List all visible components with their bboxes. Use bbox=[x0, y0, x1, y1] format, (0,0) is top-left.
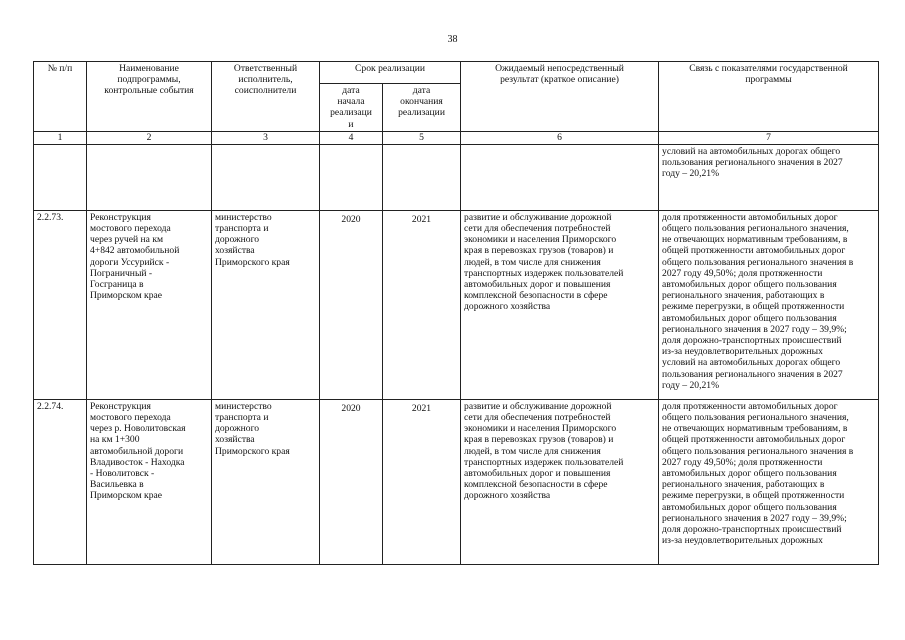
row-number: 2.2.74. bbox=[34, 399, 87, 564]
end-year: 2021 bbox=[383, 210, 461, 399]
header-link: Связь с показателями государственной программы bbox=[659, 62, 879, 132]
header-term: Срок реализации bbox=[320, 62, 461, 84]
header-result: Ожидаемый непосредственный результат (краткое описание) bbox=[461, 62, 659, 132]
executor: министерство транспорта и дорожного хозяйства Приморского края bbox=[212, 210, 320, 399]
header-row bbox=[34, 62, 879, 84]
empty-cell bbox=[383, 144, 461, 210]
start-year: 2020 bbox=[320, 399, 383, 564]
column-number: 5 bbox=[383, 131, 461, 144]
empty-cell bbox=[461, 144, 659, 210]
start-year: 2020 bbox=[320, 210, 383, 399]
column-number: 4 bbox=[320, 131, 383, 144]
header-num: № п/п bbox=[34, 62, 87, 132]
column-number-row bbox=[34, 131, 879, 144]
header-executor: Ответственный исполнитель, соисполнители bbox=[212, 62, 320, 132]
continuation-row bbox=[34, 144, 879, 210]
table-row bbox=[34, 399, 879, 564]
expected-result: развитие и обслуживание дорожной сети для обеспечения потребностей экономики и населения Приморского края в перевозках грузов (товаров) и людей, в том числе для снижения транспортных издержек пользователей автомобильных дорог и повышения комплексной безопасности в сфере дорожного хозяйства bbox=[461, 399, 659, 564]
page-number: 38 bbox=[447, 34, 458, 45]
implementation-plan-table bbox=[33, 61, 879, 565]
program-indicators: доля протяженности автомобильных дорог общего пользования регионального значения, не отвечающих нормативным требованиям, в общей протяженности автомобильных дорог общего пользования регионального значения в 2027 году 49,50%; доля протяженности автомобильных дорог общего пользования регионального значения, работающих в режиме перегрузки, в общей протяженности автомобильных дорог общего пользования регионального значения в 2027 году – 39,9%; доля дорожно-транспортных происшествий из-за неудовлетворительных дорожных bbox=[659, 399, 879, 564]
table-row bbox=[34, 210, 879, 399]
column-number: 3 bbox=[212, 131, 320, 144]
empty-cell bbox=[34, 144, 87, 210]
executor: министерство транспорта и дорожного хозяйства Приморского края bbox=[212, 399, 320, 564]
empty-cell bbox=[87, 144, 212, 210]
column-number: 1 bbox=[34, 131, 87, 144]
header-start-date: дата начала реализаци и bbox=[320, 84, 383, 132]
end-year: 2021 bbox=[383, 399, 461, 564]
program-indicators: доля протяженности автомобильных дорог общего пользования регионального значения, не отвечающих нормативным требованиям, в общей протяженности автомобильных дорог общего пользования регионального значения в 2027 году 49,50%; доля протяженности автомобильных дорог общего пользования регионального значения, работающих в режиме перегрузки, в общей протяженности автомобильных дорог общего пользования регионального значения в 2027 году – 39,9%; доля дорожно-транспортных происшествий из-за неудовлетворительных дорожных условий на автомобильных дорогах общего пользования регионального значения в 2027 году – 20,21% bbox=[659, 210, 879, 399]
row-number: 2.2.73. bbox=[34, 210, 87, 399]
header-name: Наименование подпрограммы, контрольные события bbox=[87, 62, 212, 132]
empty-cell bbox=[212, 144, 320, 210]
column-number: 2 bbox=[87, 131, 212, 144]
empty-cell bbox=[320, 144, 383, 210]
column-number: 6 bbox=[461, 131, 659, 144]
continuation-link-cell: условий на автомобильных дорогах общего пользования регионального значения в 2027 году – 20,21% bbox=[659, 144, 879, 210]
event-name: Реконструкция мостового перехода через р. Новолитовская на км 1+300 автомобильной дороги Владивосток - Находка - Новолитовск - Васильевка в Приморском крае bbox=[87, 399, 212, 564]
expected-result: развитие и обслуживание дорожной сети для обеспечения потребностей экономики и населения Приморского края в перевозках грузов (товаров) и людей, в том числе для снижения транспортных издержек пользователей автомобильных дорог и повышения комплексной безопасности в сфере дорожного хозяйства bbox=[461, 210, 659, 399]
event-name: Реконструкция мостового перехода через ручей на км 4+842 автомобильной дороги Уссурийск - Пограничный - Госграница в Приморском крае bbox=[87, 210, 212, 399]
column-number: 7 bbox=[659, 131, 879, 144]
header-end-date: дата окончания реализации bbox=[383, 84, 461, 132]
